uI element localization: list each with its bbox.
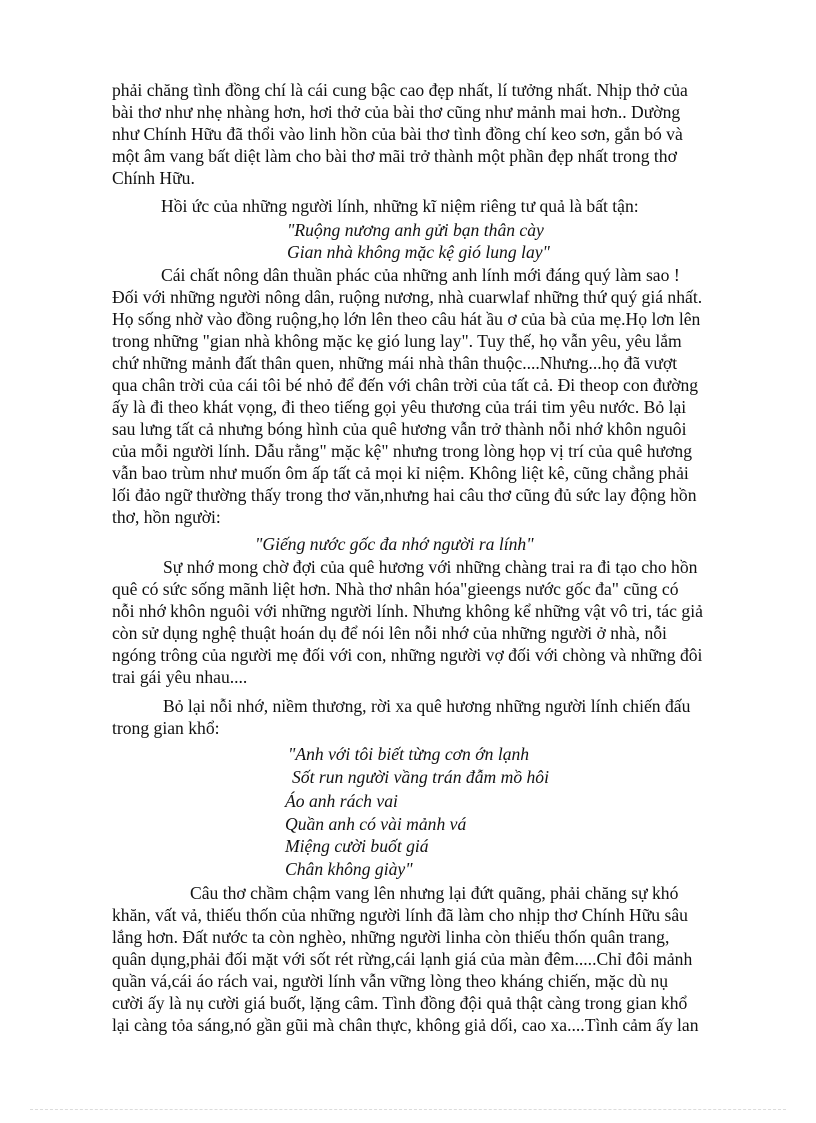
poem-line: Chân không giày" bbox=[285, 859, 413, 879]
text-line: còn sử dụng nghệ thuật hoán dụ để nói lên nỗi nhớ của những người ở nhà, nỗi bbox=[112, 623, 667, 643]
text-line: lại càng tỏa sáng,nó gần gũi mà chân thực, không giả dối, cao xa....Tình cảm ấy lan bbox=[112, 1015, 699, 1035]
text-line: khăn, vất vả, thiếu thốn của những người lính đã làm cho nhịp thơ Chính Hữu sâu bbox=[112, 905, 688, 925]
text-line: trai gái yêu nhau.... bbox=[112, 667, 248, 687]
text-line: Sự nhớ mong chờ đợi của quê hương với những chàng trai ra đi tạo cho hồn bbox=[163, 557, 698, 577]
text-line: Chính Hữu. bbox=[112, 168, 195, 188]
text-line: Bỏ lại nỗi nhớ, niềm thương, rời xa quê hương những người lính chiến đấu bbox=[163, 696, 691, 716]
text-line: Họ sống nhờ vào đồng ruộng,họ lớn lên theo câu hát ầu ơ của bà của mẹ.Họ lơn lên bbox=[112, 309, 701, 329]
text-line: Hồi ức của những người lính, những kĩ niệm riêng tư quả là bất tận: bbox=[161, 196, 639, 216]
text-line: phải chăng tình đồng chí là cái cung bậc cao đẹp nhất, lí tưởng nhất. Nhịp thở của bbox=[112, 80, 688, 100]
text-line: của mỗi người lính. Dẫu rằng" mặc kệ" nhưng trong lòng họp vị trí của quê hương bbox=[112, 441, 692, 461]
page-divider bbox=[30, 1109, 786, 1110]
text-line: một âm vang bất diệt làm cho bài thơ mãi trở thành một phần đẹp nhất trong thơ bbox=[112, 146, 677, 166]
text-line: Cái chất nông dân thuần phác của những anh lính mới đáng quý làm sao ! bbox=[161, 265, 680, 285]
poem-line: Sốt run người vầng trán đẫm mồ hôi bbox=[292, 767, 549, 787]
text-line: cười ấy là nụ cười giá buốt, lặng câm. Tình đồng đội quả thật càng trong gian khổ bbox=[112, 993, 688, 1013]
poem-line: "Giếng nước gốc đa nhớ người ra lính" bbox=[255, 534, 534, 554]
poem-line: Áo anh rách vai bbox=[285, 791, 398, 811]
text-line: quân dụng,phải đối mặt với sốt rét rừng,cái lạnh giá của màn đêm.....Chỉ đôi mảnh bbox=[112, 949, 693, 969]
text-line: bài thơ như nhẹ nhàng hơn, hơi thở của bài thơ cũng như mảnh mai hơn.. Dường bbox=[112, 102, 681, 122]
text-line: Câu thơ chầm chậm vang lên nhưng lại đứt quãng, phải chăng sự khó bbox=[190, 883, 679, 903]
text-line: nỗi nhớ khôn nguôi với những người lính. Nhưng không kể những vật vô tri, tác giả bbox=[112, 601, 703, 621]
text-line: quần vá,cái áo rách vai, người lính vẫn vững lòng theo kháng chiến, mặc dù nụ bbox=[112, 971, 669, 991]
text-line: sau lưng tất cả nhưng bóng hình của quê hương vẫn trở thành nỗi nhớ khôn nguôi bbox=[112, 419, 687, 439]
text-line: chứ những mảnh đất thân quen, những mái nhà thân thuộc....Nhưng...họ đã vượt bbox=[112, 353, 678, 373]
poem-line: "Ruộng nương anh gửi bạn thân cày bbox=[287, 220, 544, 240]
poem-line: Gian nhà không mặc kệ gió lung lay" bbox=[287, 242, 550, 262]
text-line: lắng hơn. Đất nước ta còn nghèo, những người linha còn thiếu thốn quân trang, bbox=[112, 927, 670, 947]
text-line: quê có sức sống mãnh liệt hơn. Nhà thơ nhân hóa"gieengs nước gốc đa" cũng có bbox=[112, 579, 679, 599]
text-line: Đối với những người nông dân, ruộng nương, nhà cuarwlaf những thứ quý giá nhất. bbox=[112, 287, 703, 307]
poem-line: Miệng cười buốt giá bbox=[285, 836, 429, 856]
text-line: ngóng trông của người mẹ đối với con, những người vợ đối với chòng và những đôi bbox=[112, 645, 703, 665]
text-line: vẫn bao trùm như muốn ôm ấp tất cả mọi kỉ niệm. Không liệt kê, cũng chẳng phải bbox=[112, 463, 689, 483]
text-line: thơ, hồn người: bbox=[112, 507, 221, 527]
poem-line: "Anh với tôi biết từng cơn ớn lạnh bbox=[288, 744, 530, 764]
text-line: ấy là đi theo khát vọng, đi theo tiếng gọi yêu thương của trái tim yêu nước. Bỏ lại bbox=[112, 397, 687, 417]
text-line: lối đảo ngữ thường thấy trong thơ văn,nhưng hai câu thơ cũng đủ sức lay động hồn bbox=[112, 485, 697, 505]
text-line: trong những "gian nhà không mặc kẹ gió lung lay". Tuy thế, họ vẫn yêu, yêu lắm bbox=[112, 331, 682, 351]
text-line: trong gian khổ: bbox=[112, 718, 220, 738]
poem-line: Quần anh có vài mảnh vá bbox=[285, 814, 467, 834]
text-line: như Chính Hữu đã thổi vào linh hồn của bài thơ tình đồng chí keo sơn, gắn bó và bbox=[112, 124, 683, 144]
text-line: qua chân trời của cái tôi bé nhỏ để đến với chân trời của tất cả. Đi theop con đường bbox=[112, 375, 699, 395]
